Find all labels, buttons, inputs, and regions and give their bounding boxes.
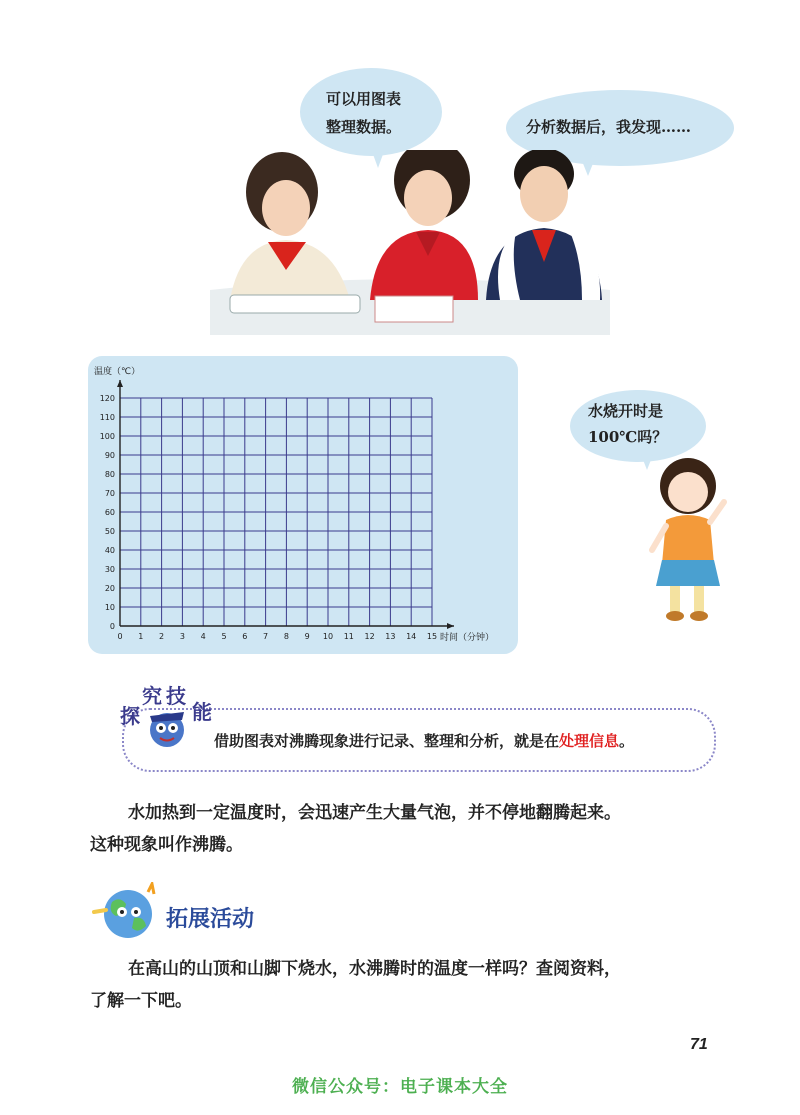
x-tick-label: 4: [200, 632, 206, 641]
y-tick-label: 100: [99, 432, 115, 441]
x-tick-label: 11: [343, 632, 354, 641]
skill-text-highlight: 处理信息: [559, 732, 620, 750]
speech-text-left-line2: 整理数据。: [326, 118, 402, 136]
mascot-icon: [144, 706, 190, 752]
y-tick-label: 70: [104, 489, 115, 498]
x-tick-label: 7: [263, 632, 269, 641]
temperature-time-chart: [88, 356, 518, 654]
x-tick-label: 15: [426, 632, 438, 641]
x-tick-label: 0: [117, 632, 123, 641]
skill-char-jiu: 究: [142, 684, 162, 708]
globe-mascot-icon: [90, 882, 164, 942]
x-tick-label: 9: [304, 632, 310, 641]
paragraph-line2: 这种现象叫作沸腾。: [90, 835, 243, 855]
x-tick-label: 14: [406, 632, 417, 641]
y-tick-label: 0: [109, 622, 115, 631]
footer-watermark: 微信公众号：电子课本大全: [292, 1077, 508, 1097]
y-tick-label: 40: [104, 546, 115, 555]
speech-text-left-line1: 可以用图表: [326, 90, 402, 108]
x-tick-label: 2: [159, 632, 165, 641]
x-tick-label: 3: [179, 632, 185, 641]
y-tick-label: 120: [99, 394, 115, 403]
x-tick-label: 13: [385, 632, 396, 641]
y-tick-label: 20: [104, 584, 115, 593]
speech-bubble-left: [300, 68, 442, 156]
skill-char-ji: 技: [166, 684, 186, 708]
y-axis-label: 温度（℃）: [94, 367, 141, 377]
y-tick-label: 30: [104, 565, 115, 574]
x-tick-label: 5: [221, 632, 227, 641]
skill-char-tan: 探: [120, 704, 140, 728]
x-axis-label: 时间（分钟）: [440, 633, 495, 643]
y-axis-arrow: [117, 380, 123, 387]
speech-text-girl-line2: 100℃吗？: [588, 428, 668, 446]
skill-char-neng: 能: [192, 700, 212, 724]
paragraph-line1: 水加热到一定温度时，会迅速产生大量气泡，并不停地翻腾起来。: [128, 803, 621, 823]
y-tick-label: 90: [104, 451, 115, 460]
x-axis-arrow: [447, 623, 454, 629]
x-tick-label: 8: [283, 632, 289, 641]
y-tick-label: 10: [104, 603, 115, 612]
extension-title: 拓展活动: [166, 907, 255, 932]
children-illustration: [210, 150, 610, 335]
speech-text-girl-line1: 水烧开时是: [588, 402, 664, 420]
page-number: 71: [690, 1036, 708, 1053]
skill-text: [214, 730, 634, 751]
x-tick-label: 10: [322, 632, 334, 641]
y-tick-label: 60: [104, 508, 115, 517]
skill-text-end: 。: [619, 732, 635, 750]
x-tick-label: 12: [364, 632, 375, 641]
extension-line2: 了解一下吧。: [90, 991, 192, 1011]
cartoon-girl-illustration: [648, 456, 728, 626]
speech-text-right: 分析数据后，我发现……: [526, 118, 692, 136]
extension-line1: 在高山的山顶和山脚下烧水，水沸腾时的温度一样吗？查阅资料，: [128, 959, 621, 979]
x-tick-label: 6: [242, 632, 248, 641]
x-tick-label: 1: [138, 632, 144, 641]
chart-panel: [88, 356, 518, 654]
skill-text-main: 借助图表对沸腾现象进行记录、整理和分析，就是在: [214, 732, 560, 750]
y-tick-label: 50: [104, 527, 115, 536]
y-tick-label: 110: [99, 413, 115, 422]
y-tick-label: 80: [104, 470, 115, 479]
